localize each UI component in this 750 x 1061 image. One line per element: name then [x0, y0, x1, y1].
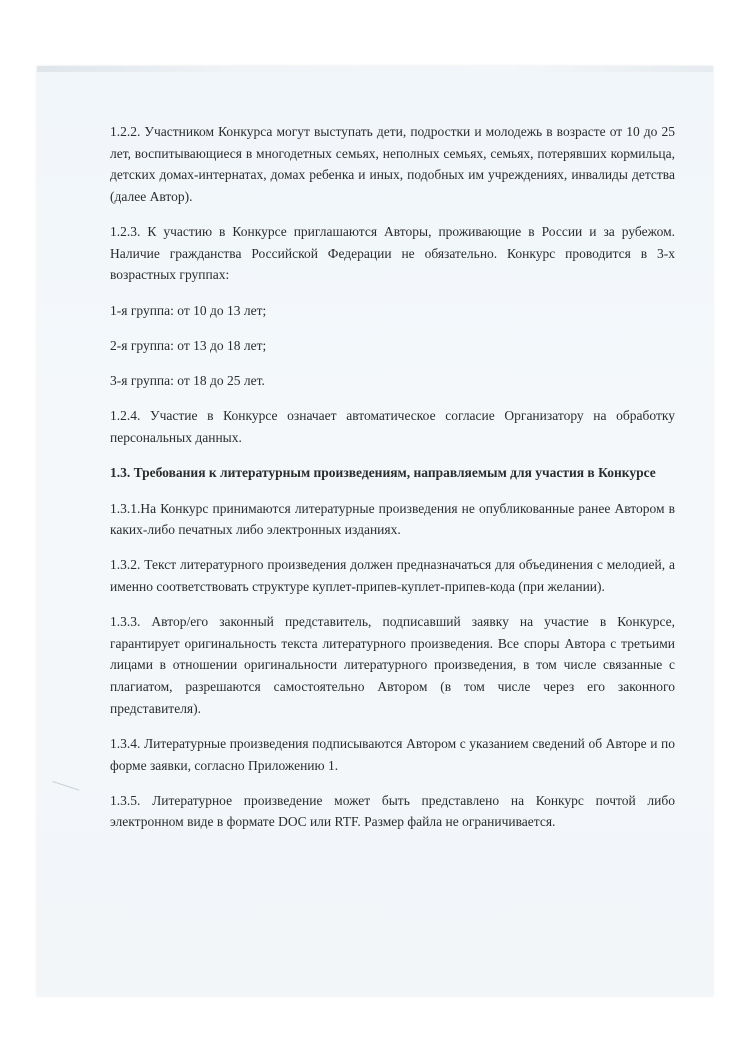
- age-group-2: 2-я группа: от 13 до 18 лет;: [110, 337, 267, 353]
- document-body: [110, 121, 675, 847]
- page-edge: [37, 66, 713, 72]
- paragraph-1-3-2: 1.3.2. Текст литературного произведения должен предназначаться для объединения с мелодией, а именно соответствовать структуре куплет-припев-куплет-припев-кода (при желании).: [110, 557, 675, 594]
- paragraph-1-3-3: 1.3.3. Автор/его законный представитель, подписавший заявку на участие в Конкурсе, гарантирует оригинальность текста литературного произведения. Все споры Автора с третьими лицами в отношении оригинальности литературного произведения, в том числе связанные с плагиатом, разрешаются самостоятельно Автором (в том числе через его законного представителя).: [110, 614, 675, 716]
- paragraph-1-2-2: 1.2.2. Участником Конкурса могут выступать дети, подростки и молодежь в возрасте от 10 до 25 лет, воспитывающиеся в многодетных семьях, неполных семьях, семьях, потерявших кормильца, детских домах-интернатах, домах ребенка и иных, подобных им учреждениях, инвалиды детства (далее Автор).: [110, 124, 675, 204]
- age-group-1: 1-я группа: от 10 до 13 лет;: [110, 302, 267, 318]
- paragraph-1-2-3: 1.2.3. К участию в Конкурсе приглашаются Авторы, проживающие в России и за рубежом. Наличие гражданства Российской Федерации не обязательно. Конкурс проводится в 3-х возрастных группах:: [110, 224, 675, 283]
- age-group-3: 3-я группа: от 18 до 25 лет.: [110, 373, 265, 389]
- section-heading-1-3: 1.3. Требования к литературным произведениям, направляемым для участия в Конкурсе: [110, 465, 656, 481]
- paragraph-1-3-4: 1.3.4. Литературные произведения подписываются Автором с указанием сведений об Авторе и по форме заявки, согласно Приложению 1.: [110, 735, 675, 773]
- paragraph-1-3-1: 1.3.1.На Конкурс принимаются литературные произведения не опубликованные ранее Автором в каких-либо печатных либо электронных изданиях.: [110, 500, 675, 538]
- paragraph-1-3-5: 1.3.5. Литературное произведение может быть представлено на Конкурс почтой либо электронном виде в формате DOC или RTF. Размер файла не ограничивается.: [110, 792, 675, 830]
- paragraph-1-2-4: 1.2.4. Участие в Конкурсе означает автоматическое согласие Организатору на обработку персональных данных.: [110, 408, 675, 445]
